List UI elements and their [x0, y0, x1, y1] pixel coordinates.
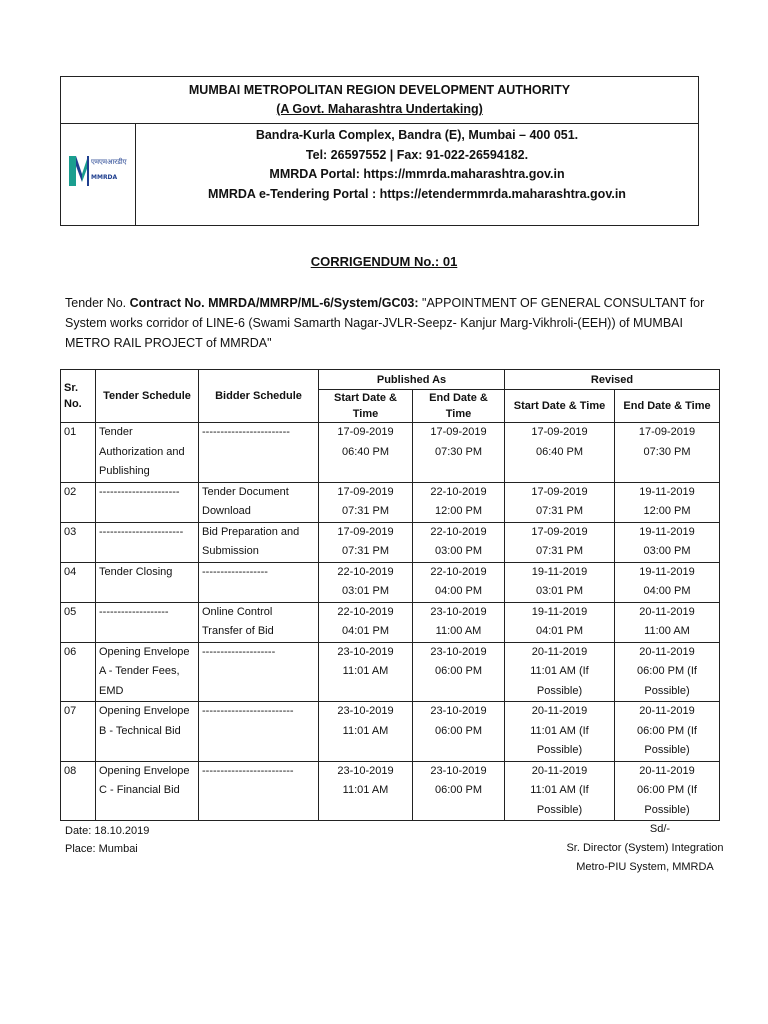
revised-start-cell-text: 19-11-2019 — [531, 565, 588, 578]
bidder-schedule-cell-text: ------------------ — [202, 565, 268, 578]
revised-start-cell-text: 11:01 AM (If Possible) — [530, 784, 589, 816]
col-tender-schedule: Tender Schedule — [96, 370, 199, 423]
mmrda-logo-icon — [66, 152, 132, 188]
revised-start-cell — [505, 423, 615, 483]
sr-cell-text: 05 — [64, 605, 77, 618]
sr-cell-text: 08 — [64, 764, 77, 777]
published-start-cell — [319, 522, 413, 562]
col-rev-start: Start Date & Time — [505, 390, 615, 423]
published-start-cell-text: 23-10-2019 — [337, 705, 394, 717]
col-pub-end: End Date & Time — [413, 390, 505, 423]
sr-cell — [61, 423, 96, 483]
revised-end-cell-text: 17-09-2019 — [638, 426, 696, 438]
tender-schedule-cell — [96, 702, 199, 762]
schedule-table — [60, 369, 720, 821]
tender-schedule-cell-text: ----------------------- — [99, 525, 184, 538]
revised-end-cell — [615, 702, 720, 762]
table-row — [61, 702, 720, 762]
published-start-cell-text: 17-09-2019 — [337, 485, 394, 498]
revised-start-cell — [505, 702, 615, 762]
published-end-cell — [413, 642, 505, 702]
col-published-as: Published As — [319, 370, 505, 390]
revised-start-cell — [505, 562, 615, 602]
revised-end-cell — [615, 602, 720, 642]
etender-link[interactable]: MMRDA e-Tendering Portal : https://etendermmrda.maharashtra.gov.in — [208, 186, 626, 201]
address-line: Bandra-Kurla Complex, Bandra (E), Mumbai – 400 051. — [255, 128, 579, 142]
revised-end-cell-text: 06:00 PM (If Possible) — [637, 665, 697, 697]
revised-start-cell-text: 11:01 AM (If Possible) — [530, 665, 589, 697]
bidder-schedule-cell-text: Tender Document Download — [202, 485, 289, 517]
phone-line: Tel: 26597552 | Fax: 91-022-26594182. — [305, 147, 529, 162]
letterhead — [60, 76, 699, 226]
bidder-schedule-cell-text: Bid Preparation and Submission — [202, 525, 300, 557]
revised-end-cell-text: 11:00 AM — [644, 625, 690, 637]
footer-signature — [560, 820, 730, 877]
published-start-cell — [319, 423, 413, 483]
bidder-schedule-cell — [199, 702, 319, 762]
revised-start-cell — [505, 482, 615, 522]
bidder-schedule-cell — [199, 562, 319, 602]
revised-end-cell-text: 04:00 PM — [643, 585, 691, 597]
published-end-cell — [413, 482, 505, 522]
revised-end-cell-text: 03:00 PM — [643, 545, 691, 557]
published-start-cell — [319, 642, 413, 702]
office: Metro-PIU System, MMRDA — [576, 861, 714, 873]
bidder-schedule-cell-text: ------------------------ — [202, 426, 290, 438]
revised-end-cell — [615, 522, 720, 562]
revised-end-cell-text: 20-11-2019 — [639, 605, 695, 618]
schedule-rows — [61, 423, 720, 821]
sr-cell — [61, 482, 96, 522]
tender-schedule-cell — [96, 562, 199, 602]
revised-start-cell-text: 07:31 PM — [535, 545, 584, 557]
tender-schedule-cell-text: ------------------- — [99, 605, 169, 618]
org-subtitle: (A Govt. Maharashtra Undertaking) — [276, 102, 483, 116]
published-end-cell-text: 07:30 PM — [434, 445, 483, 458]
published-end-cell-text: 11:00 AM — [435, 625, 482, 637]
published-end-cell — [413, 522, 505, 562]
revised-start-cell-text: 06:40 PM — [535, 445, 584, 458]
sr-cell-text: 06 — [64, 645, 77, 658]
bidder-schedule-cell-text: Online Control Transfer of Bid — [202, 605, 274, 637]
revised-start-cell-text: 17-09-2019 — [531, 485, 588, 498]
logo-text-mmrda: MMRDA — [91, 174, 118, 181]
published-end-cell-text: 23-10-2019 — [430, 705, 487, 717]
revised-start-cell — [505, 761, 615, 821]
footer-left — [65, 822, 149, 858]
published-start-cell-text: 11:01 AM — [342, 784, 389, 796]
table-row — [61, 562, 720, 602]
col-sr-no: Sr. No. — [61, 370, 96, 423]
published-end-cell-text: 06:00 PM — [434, 665, 483, 677]
table-row — [61, 602, 720, 642]
revised-start-cell-text: 19-11-2019 — [531, 605, 588, 618]
contract-number: Contract No. MMRDA/MMRP/ML-6/System/GC03: — [129, 296, 419, 310]
col-revised: Revised — [505, 370, 720, 390]
bidder-schedule-cell — [199, 522, 319, 562]
corrigendum-title: CORRIGENDUM No.: 01 — [310, 254, 458, 269]
revised-end-cell-text: 20-11-2019 — [639, 645, 695, 658]
published-start-cell-text: 06:40 PM — [341, 445, 390, 458]
sr-cell-text: 03 — [64, 525, 77, 538]
col-bidder-schedule: Bidder Schedule — [199, 370, 319, 423]
bidder-schedule-cell-text: ------------------------- — [202, 705, 294, 717]
revised-end-cell-text: 19-11-2019 — [639, 525, 695, 538]
published-start-cell-text: 17-09-2019 — [337, 426, 394, 438]
tender-text: "APPOINTMENT OF GENERAL CONSULTANT for System works corridor of LINE-6 (Swami Samarth Nagar-JVLR-Seepz- Kanjur Marg-Vikhroli-(EEH)) of MUMBAI METRO RAIL PROJECT of MMRDA" — [65, 296, 705, 350]
bidder-schedule-cell — [199, 423, 319, 483]
published-end-cell-text: 22-10-2019 — [430, 525, 487, 538]
revised-end-cell — [615, 562, 720, 602]
letterhead-title — [61, 77, 698, 124]
published-start-cell-text: 03:01 PM — [341, 585, 390, 597]
bidder-schedule-cell — [199, 482, 319, 522]
revised-start-cell-text: 20-11-2019 — [531, 705, 588, 717]
published-start-cell-text: 23-10-2019 — [337, 764, 394, 777]
published-end-cell-text: 06:00 PM — [434, 784, 483, 796]
revised-end-cell — [615, 761, 720, 821]
tender-schedule-cell-text: ---------------------- — [99, 485, 180, 498]
sr-cell-text: 04 — [64, 565, 77, 578]
table-row — [61, 522, 720, 562]
published-start-cell-text: 17-09-2019 — [337, 525, 394, 538]
published-start-cell-text: 07:31 PM — [341, 545, 390, 557]
published-start-cell-text: 04:01 PM — [341, 625, 390, 637]
published-end-cell-text: 06:00 PM — [434, 724, 483, 737]
issue-place: Place: Mumbai — [65, 843, 138, 855]
tender-schedule-cell-text: Tender Authorization and Publishing — [99, 426, 185, 477]
tender-schedule-cell — [96, 761, 199, 821]
tender-schedule-cell-text: Tender Closing — [99, 565, 173, 578]
tender-prefix: Tender No. — [65, 296, 130, 310]
table-row — [61, 423, 720, 483]
sr-cell — [61, 761, 96, 821]
sr-cell — [61, 642, 96, 702]
published-end-cell — [413, 423, 505, 483]
sr-cell — [61, 702, 96, 762]
published-end-cell-text: 03:00 PM — [434, 545, 483, 557]
tender-schedule-cell-text: Opening Envelope C - Financial Bid — [99, 764, 190, 796]
published-end-cell-text: 17-09-2019 — [430, 426, 487, 438]
revised-end-cell-text: 19-11-2019 — [639, 485, 695, 498]
revised-end-cell-text: 20-11-2019 — [639, 705, 695, 717]
published-start-cell — [319, 482, 413, 522]
bidder-schedule-cell — [199, 602, 319, 642]
revised-end-cell-text: 19-11-2019 — [639, 565, 695, 578]
published-start-cell — [319, 702, 413, 762]
revised-start-cell-text: 04:01 PM — [535, 625, 584, 637]
published-start-cell-text: 07:31 PM — [341, 505, 390, 517]
revised-start-cell-text: 17-09-2019 — [531, 525, 588, 538]
published-end-cell-text: 04:00 PM — [434, 585, 483, 597]
bidder-schedule-cell-text: ------------------------- — [202, 764, 294, 777]
col-pub-start: Start Date & Time — [319, 390, 413, 423]
published-end-cell-text: 23-10-2019 — [430, 605, 487, 618]
bidder-schedule-cell — [199, 761, 319, 821]
revised-end-cell — [615, 423, 720, 483]
revised-end-cell-text: 20-11-2019 — [639, 764, 695, 777]
org-name: MUMBAI METROPOLITAN REGION DEVELOPMENT AUTHORITY — [188, 83, 571, 97]
revised-end-cell — [615, 642, 720, 702]
issue-date: Date: 18.10.2019 — [65, 825, 150, 837]
bidder-schedule-cell — [199, 642, 319, 702]
designation: Sr. Director (System) Integration — [566, 842, 724, 854]
col-rev-end: End Date & Time — [615, 390, 720, 423]
sr-cell — [61, 562, 96, 602]
published-start-cell — [319, 602, 413, 642]
revised-end-cell-text: 06:00 PM (If Possible) — [637, 784, 697, 816]
tender-schedule-cell — [96, 522, 199, 562]
published-start-cell-text: 23-10-2019 — [337, 645, 394, 658]
table-row — [61, 642, 720, 702]
sr-cell — [61, 522, 96, 562]
revised-end-cell-text: 12:00 PM — [643, 505, 691, 517]
revised-start-cell-text: 07:31 PM — [535, 505, 584, 517]
tender-schedule-cell — [96, 642, 199, 702]
sr-cell — [61, 602, 96, 642]
tender-schedule-cell-text: Opening Envelope A - Tender Fees, EMD — [99, 645, 190, 697]
bidder-schedule-cell-text: -------------------- — [202, 645, 276, 658]
published-end-cell-text: 22-10-2019 — [430, 565, 487, 578]
portal-link[interactable]: MMRDA Portal: https://mmrda.maharashtra.gov.in — [269, 167, 565, 181]
table-row — [61, 761, 720, 821]
logo-cell — [61, 124, 136, 226]
published-end-cell — [413, 602, 505, 642]
table-row — [61, 482, 720, 522]
contact-block — [136, 124, 698, 226]
published-start-cell-text: 22-10-2019 — [337, 605, 394, 618]
revised-start-cell-text: 20-11-2019 — [531, 645, 588, 658]
published-start-cell — [319, 562, 413, 602]
signature: Sd/- — [649, 823, 671, 835]
sr-cell-text: 01 — [64, 426, 77, 438]
published-start-cell-text: 11:01 AM — [342, 665, 389, 677]
tender-schedule-cell — [96, 602, 199, 642]
revised-start-cell — [505, 642, 615, 702]
revised-start-cell — [505, 522, 615, 562]
published-end-cell — [413, 702, 505, 762]
published-end-cell-text: 22-10-2019 — [430, 485, 487, 498]
revised-end-cell-text: 07:30 PM — [643, 445, 691, 458]
published-start-cell-text: 11:01 AM — [342, 724, 389, 737]
published-start-cell — [319, 761, 413, 821]
revised-start-cell-text: 11:01 AM (If Possible) — [530, 724, 589, 756]
sr-cell-text: 07 — [64, 705, 77, 717]
revised-start-cell-text: 03:01 PM — [535, 585, 584, 597]
tender-schedule-cell — [96, 423, 199, 483]
revised-start-cell-text: 20-11-2019 — [531, 764, 588, 777]
tender-description — [65, 293, 705, 353]
revised-end-cell — [615, 482, 720, 522]
logo-text-devanagari: एमएमआरडीए — [91, 158, 127, 166]
published-end-cell-text: 23-10-2019 — [430, 645, 487, 658]
revised-start-cell-text: 17-09-2019 — [531, 426, 588, 438]
published-end-cell — [413, 562, 505, 602]
published-end-cell — [413, 761, 505, 821]
published-end-cell-text: 23-10-2019 — [430, 764, 487, 777]
revised-start-cell — [505, 602, 615, 642]
published-end-cell-text: 12:00 PM — [434, 505, 483, 517]
sr-cell-text: 02 — [64, 485, 77, 498]
tender-schedule-cell-text: Opening Envelope B - Technical Bid — [99, 705, 190, 737]
published-start-cell-text: 22-10-2019 — [337, 565, 394, 578]
revised-end-cell-text: 06:00 PM (If Possible) — [637, 724, 697, 756]
tender-schedule-cell — [96, 482, 199, 522]
